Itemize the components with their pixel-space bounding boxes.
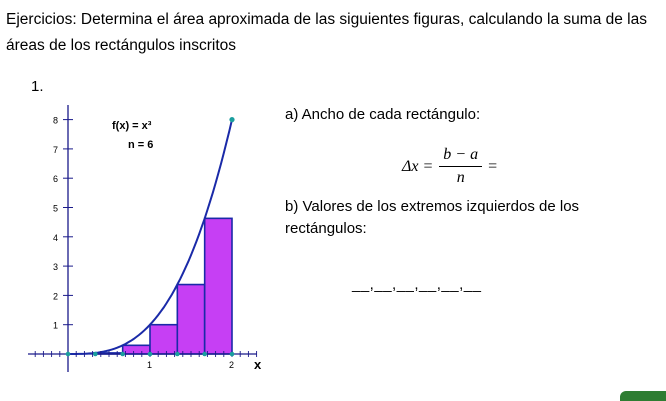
partition-point xyxy=(66,352,71,357)
x-tick-label: 2 xyxy=(229,360,235,370)
x-tick-label: 1 xyxy=(147,360,153,370)
corner-tab xyxy=(620,391,666,401)
y-tick-label: 4 xyxy=(53,232,59,243)
partition-point xyxy=(175,352,180,357)
riemann-rectangle-6 xyxy=(205,218,232,354)
part-a-label: a) Ancho de cada rectángulo: xyxy=(285,106,481,123)
n-label: n = 6 xyxy=(128,139,154,151)
delta-x-symbol: Δx = xyxy=(402,157,434,175)
instructions-text: Ejercicios: Determina el área aproximada de las siguientes figuras, calculando la suma de las áreas de los rectángulos inscritos xyxy=(6,11,647,54)
partition-point xyxy=(202,352,207,357)
function-label: f(x) = x³ xyxy=(112,120,152,132)
denominator: n xyxy=(456,169,465,186)
partition-point xyxy=(148,352,153,357)
y-tick-label: 3 xyxy=(53,262,59,273)
riemann-rectangle-3 xyxy=(123,345,150,354)
partition-point xyxy=(120,352,125,357)
equals-sign: = xyxy=(488,157,498,175)
riemann-chart xyxy=(28,98,273,383)
riemann-rectangle-5 xyxy=(177,285,204,354)
partition-point xyxy=(93,352,98,357)
y-tick-label: 2 xyxy=(53,291,59,302)
y-tick-label: 1 xyxy=(53,320,59,331)
y-tick-label: 7 xyxy=(53,144,59,155)
part-b-label: b) Valores de los extremos izquierdos de los rectángulos: xyxy=(285,198,580,237)
problem-number: 1. xyxy=(31,78,44,95)
x-axis-label: x xyxy=(254,357,262,372)
y-tick-label: 5 xyxy=(53,203,59,214)
delta-x-formula xyxy=(402,146,497,187)
partition-point xyxy=(230,352,235,357)
numerator: b − a xyxy=(439,146,482,167)
answer-blanks: __,__,__,__,__,__ xyxy=(352,276,482,293)
curve-endpoint xyxy=(229,117,234,122)
riemann-rectangle-4 xyxy=(150,325,177,354)
fraction xyxy=(439,146,482,187)
y-tick-label: 8 xyxy=(53,115,59,126)
y-tick-label: 6 xyxy=(53,174,59,185)
